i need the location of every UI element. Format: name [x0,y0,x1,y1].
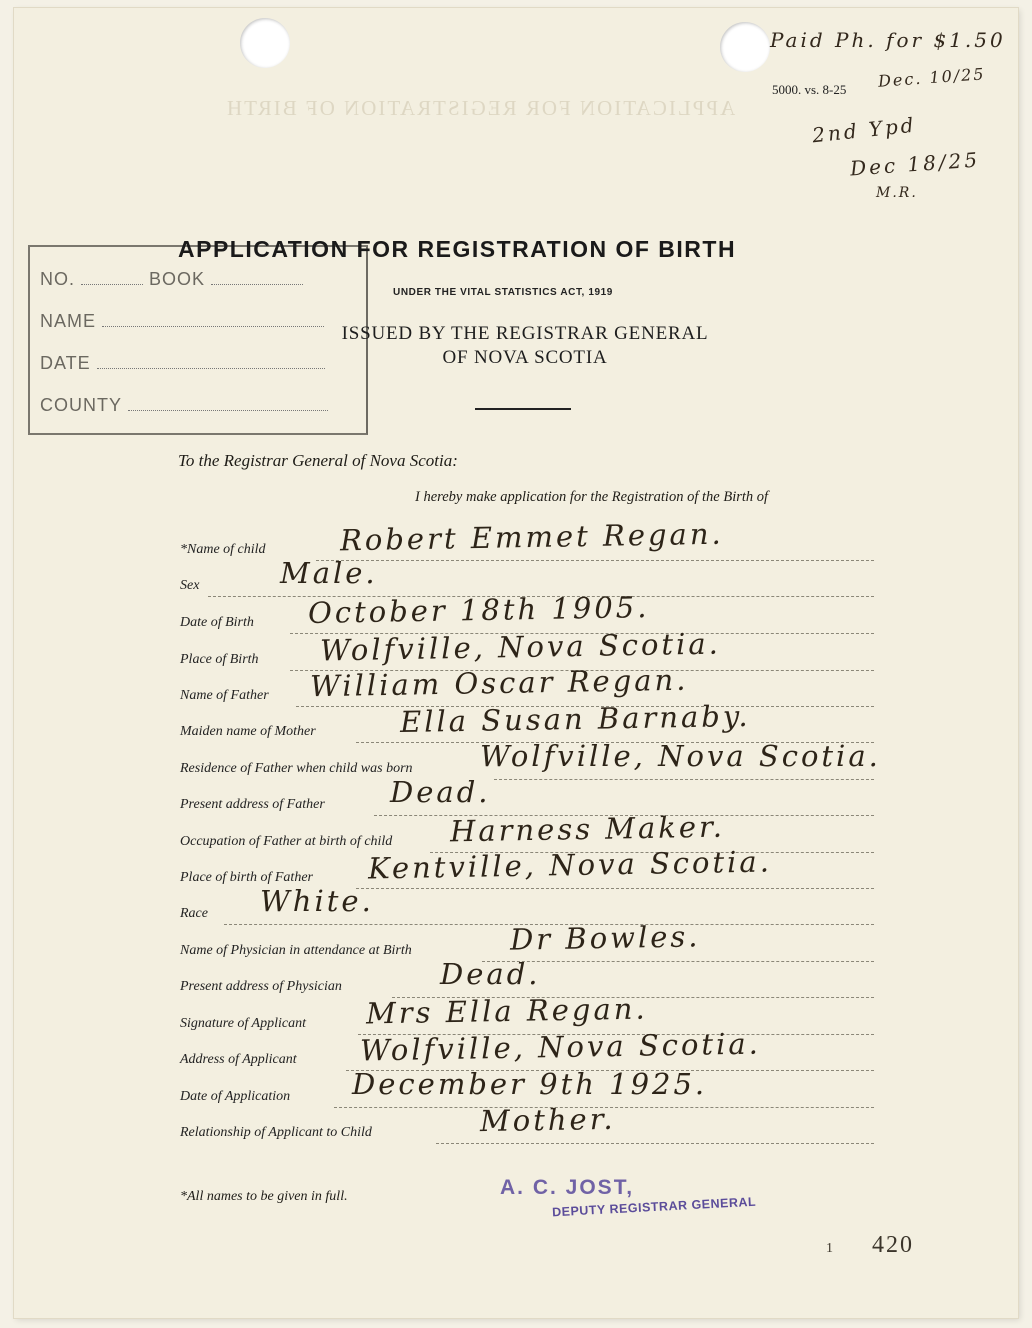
punch-hole-left [240,18,290,68]
stamp-date-label: DATE [40,353,91,373]
field-value: Wolfville, Nova Scotia. [319,626,722,668]
field-label: Occupation of Father at birth of child [180,834,393,849]
field-value: Harness Maker. [449,809,726,849]
field-label: Race [180,906,208,921]
field-label: Name of Father [180,688,269,703]
official-stamp-name: A. C. JOST, [500,1176,635,1199]
document-title: APPLICATION FOR REGISTRATION OF BIRTH [178,236,737,262]
field-value: Male. [280,556,378,590]
tick-mark: 1 [826,1241,833,1256]
stamp-county-line [128,398,328,411]
field-value: December 9th 1925. [352,1067,708,1101]
salutation: To the Registrar General of Nova Scotia: [178,451,458,470]
stamp-date-line [97,356,325,369]
official-stamp-title: DEPUTY REGISTRAR GENERAL [551,1194,757,1220]
field-value: October 18th 1905. [307,590,650,630]
page-number: 420 [872,1232,914,1258]
second-annotation: 2nd Ypd [811,112,918,148]
field-label: Name of Physician in attendance at Birth [180,943,412,958]
field-value: Dr Bowles. [509,919,701,957]
field-label: *Name of child [180,542,266,557]
field-value: Kentville, Nova Scotia. [367,844,773,886]
field-label: Place of birth of Father [180,870,313,885]
stamp-name-label: NAME [40,311,97,331]
footnote: *All names to be given in full. [180,1189,348,1204]
intro-text: I hereby make application for the Registration of the Birth of [415,489,769,505]
field-label: Residence of Father when child was born [180,761,413,776]
field-line [494,779,874,780]
issuer-line-2: OF NOVA SCOTIA [442,347,608,368]
bleed-through-text: APPLICATION FOR REGISTRATION OF BIRTH [225,96,736,120]
field-value: William Oscar Regan. [309,662,689,704]
field-label: Relationship of Applicant to Child [180,1125,372,1140]
field-value: Wolfville, Nova Scotia. [480,739,881,773]
paid-date-annotation: Dec. 10/25 [877,64,987,91]
issuer-line-1: ISSUED BY THE REGISTRAR GENERAL [341,323,709,344]
stamp-no-row [40,269,303,290]
form-code: 5000. vs. 8-25 [772,82,847,97]
field-value: Dead. [390,775,491,809]
stamp-name-line [102,314,324,327]
field-label: Signature of Applicant [180,1016,306,1031]
field-line [436,1143,874,1144]
stamp-book-line [211,272,303,285]
field-value: Mother. [479,1101,616,1139]
title-divider [475,408,571,410]
field-value: Mrs Ella Regan. [365,991,648,1031]
field-label: Present address of Father [180,797,325,812]
field-value: Dead. [440,957,541,991]
second-date-annotation: Dec 18/25 [849,147,981,181]
stamp-county-row [40,395,328,416]
stamp-no-label: NO. [40,269,76,289]
field-label: Sex [180,578,200,593]
stamp-date-row [40,353,325,374]
field-label: Present address of Physician [180,979,342,994]
stamp-county-label: COUNTY [40,395,122,415]
field-label: Maiden name of Mother [180,724,316,739]
punch-hole-right [720,22,770,72]
field-label: Place of Birth [180,652,259,667]
field-line [316,560,874,561]
field-label: Date of Application [180,1089,291,1104]
field-value: Wolfville, Nova Scotia. [359,1026,762,1068]
stamp-name-row [40,311,324,332]
paid-annotation: Paid Ph. for $1.50 [770,28,1006,52]
field-label: Date of Birth [180,615,254,630]
document-subtitle: UNDER THE VITAL STATISTICS ACT, 1919 [393,287,613,298]
field-value: White. [260,884,374,918]
field-label: Address of Applicant [180,1052,297,1067]
stamp-book-label: BOOK [149,269,206,289]
initials-annotation: M.R. [876,185,918,201]
field-value: Robert Emmet Regan. [339,516,724,558]
stamp-no-line [81,272,143,285]
field-line [356,888,874,889]
issuer-block [305,322,745,370]
field-value: Ella Susan Barnaby. [399,698,751,740]
